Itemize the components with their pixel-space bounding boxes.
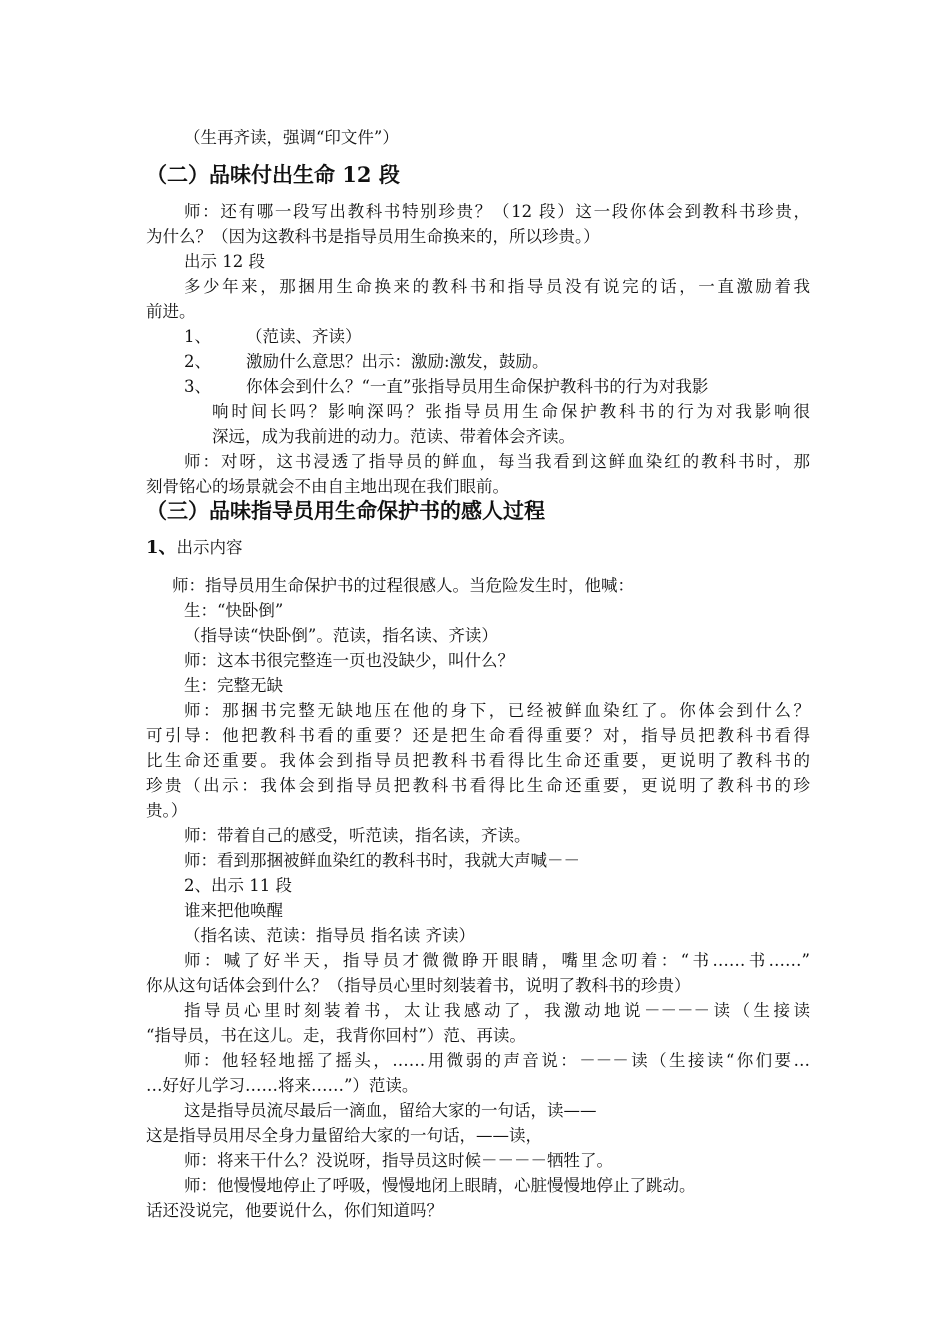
text-line: 出示 12 段 bbox=[184, 252, 265, 271]
list-number: 3、 bbox=[184, 377, 211, 396]
list-number: 2、 bbox=[184, 352, 211, 371]
text-line: 话还没说完，他要说什么，你们知道吗？ bbox=[146, 1201, 443, 1220]
text-line: 谁来把他唤醒 bbox=[184, 901, 283, 920]
text-line: 可引导：他把教科书看的重要？还是把生命看得重要？对，指导员把教科书看得 bbox=[146, 726, 810, 745]
text-line: 响时间长吗？影响深吗？张指导员用生命保护教科书的行为对我影响很 bbox=[212, 402, 810, 421]
text-line: 前进。 bbox=[146, 302, 196, 321]
text-line: （生再齐读，强调“印文件”） bbox=[184, 128, 399, 147]
text-line: 生：“快卧倒” bbox=[184, 601, 284, 620]
text-line: 你从这句话体会到什么？（指导员心里时刻装着书，说明了教科书的珍贵） bbox=[146, 976, 691, 995]
list-number: 1、 bbox=[184, 327, 211, 346]
text-line: 师：他慢慢地停止了呼吸，慢慢地闭上眼睛，心脏慢慢地停止了跳动。 bbox=[184, 1176, 696, 1195]
text-line: 贵。） bbox=[146, 801, 188, 820]
text-line: 师：他轻轻地摇了摇头，……用微弱的声音说：－－－读（生接读“你们要… bbox=[184, 1051, 810, 1070]
text-line: 师：这本书很完整连一页也没缺少，叫什么？ bbox=[184, 651, 514, 670]
text-line: 比生命还重要。我体会到指导员把教科书看得比生命还重要，更说明了教科书的 bbox=[146, 751, 810, 770]
text-line: 师：指导员用生命保护书的过程很感人。当危险发生时，他喊： bbox=[172, 576, 634, 595]
text-line: 师：将来干什么？没说呀，指导员这时候－－－－牺牲了。 bbox=[184, 1151, 613, 1170]
section-heading: （三）品味指导员用生命保护书的感人过程 bbox=[146, 498, 545, 523]
text-line: …好好儿学习……将来……”）范读。 bbox=[146, 1076, 419, 1095]
text-line: 刻骨铭心的场景就会不由自主地出现在我们眼前。 bbox=[146, 477, 509, 496]
subheading-number: 1、 bbox=[146, 537, 177, 558]
list-text: （范读、齐读） bbox=[246, 327, 362, 346]
numbered-subheading bbox=[146, 536, 810, 560]
list-item bbox=[184, 350, 848, 374]
list-item bbox=[184, 375, 810, 399]
text-line: （指导读“快卧倒”。范读，指名读、齐读） bbox=[184, 626, 498, 645]
text-line: 生：完整无缺 bbox=[184, 676, 283, 695]
text-line: 师：看到那捆被鲜血染红的教科书时，我就大声喊－－ bbox=[184, 851, 580, 870]
list-text: 你体会到什么？“一直”张指导员用生命保护教科书的行为对我影 bbox=[246, 377, 709, 396]
text-line: 多少年来，那捆用生命换来的教科书和指导员没有说完的话，一直激励着我 bbox=[184, 277, 810, 296]
text-line: 师：喊了好半天，指导员才微微睁开眼睛，嘴里念叨着：“书……书……” bbox=[184, 951, 810, 970]
text-line: 师：那捆书完整无缺地压在他的身下，已经被鲜血染红了。你体会到什么？ bbox=[184, 701, 810, 720]
section-heading: （二）品味付出生命 12 段 bbox=[146, 162, 400, 187]
text-line: （指名读、范读：指导员 指名读 齐读） bbox=[184, 926, 475, 945]
text-line: 深远，成为我前进的动力。范读、带着体会齐读。 bbox=[212, 427, 575, 446]
list-text: 激励什么意思？出示：激励:激发，鼓励。 bbox=[246, 352, 549, 371]
list-item bbox=[184, 325, 848, 349]
text-line: 2、出示 11 段 bbox=[184, 876, 292, 895]
text-line: 指导员心里时刻装着书，太让我感动了，我激动地说－－－－读（生接读 bbox=[184, 1001, 810, 1020]
subheading-text: 出示内容 bbox=[176, 538, 243, 557]
text-line: “指导员，书在这儿。走，我背你回村”）范、再读。 bbox=[146, 1026, 526, 1045]
text-line: 珍贵（出示：我体会到指导员把教科书看得比生命还重要，更说明了教科书的珍 bbox=[146, 776, 810, 795]
text-line: 师：带着自己的感受，听范读，指名读，齐读。 bbox=[184, 826, 531, 845]
text-line: 这是指导员流尽最后一滴血，留给大家的一句话，读—— bbox=[184, 1101, 597, 1120]
text-line: 师：对呀，这书浸透了指导员的鲜血，每当我看到这鲜血染红的教科书时，那 bbox=[184, 452, 810, 471]
text-line: 为什么？（因为这教科书是指导员用生命换来的，所以珍贵。） bbox=[146, 227, 600, 246]
text-line: 师：还有哪一段写出教科书特别珍贵？（12 段）这一段你体会到教科书珍贵， bbox=[184, 202, 810, 221]
text-line: 这是指导员用尽全身力量留给大家的一句话，——读， bbox=[146, 1126, 542, 1145]
